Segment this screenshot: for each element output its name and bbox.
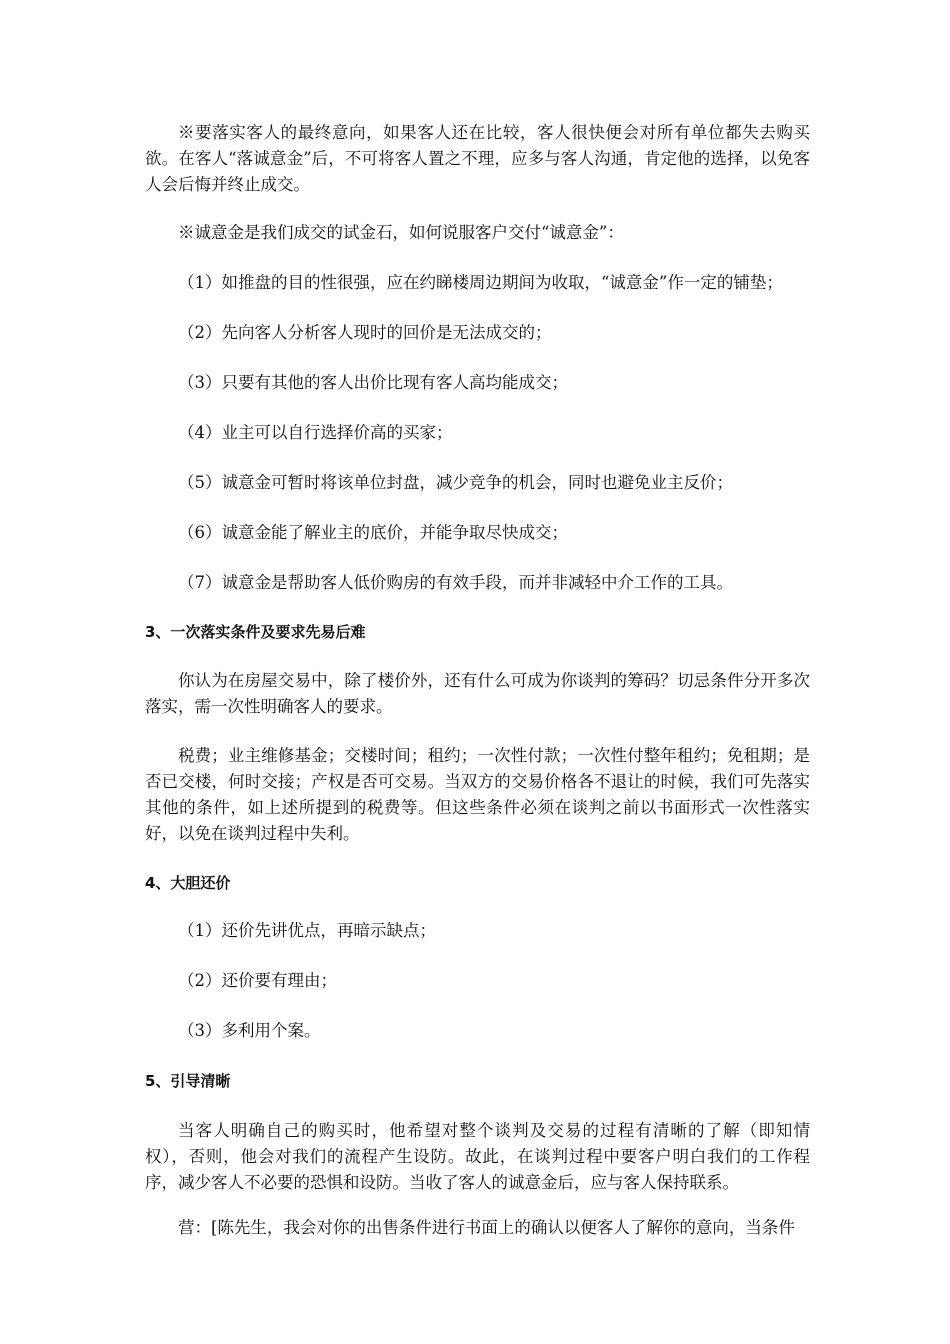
list-item: （7）诚意金是帮助客人低价购房的有效手段，而并非减轻中介工作的工具。 [178, 573, 733, 592]
section-heading-3: 3、一次落实条件及要求先易后难 [145, 623, 366, 641]
section-heading-5: 5、引导清晰 [145, 1072, 231, 1090]
list-item: （6）诚意金能了解业主的底价，并能争取尽快成交； [178, 523, 568, 542]
list-item: （1）还价先讲优点，再暗示缺点； [178, 921, 436, 940]
section-heading-4: 4、大胆还价 [145, 874, 231, 892]
list-item: （2）先向客人分析客人现时的回价是无法成交的； [178, 323, 552, 342]
paragraph-deposit-intro: ※诚意金是我们成交的试金石，如何说服客户交付“诚意金”： [178, 223, 624, 242]
paragraph-confirm-intent: ※要落实客人的最终意向，如果客人还在比较，客人很快便会对所有单位都失去购买欲。在客人“落诚意金”后，不可将客人置之不理，应多与客人沟通，肯定他的选择，以免客人会后悔并终止成交。 [145, 123, 810, 194]
list-item: （3）多利用个案。 [178, 1021, 321, 1040]
list-item: （4）业主可以自行选择价高的买家； [178, 423, 453, 442]
paragraph-bargaining-chips: 你认为在房屋交易中，除了楼价外，还有什么可成为你谈判的筹码？切忌条件分开多次落实，需一次性明确客人的要求。 [145, 671, 810, 716]
list-item: （1）如推盘的目的性很强，应在约睇楼周边期间为收取，“诚意金”作一定的铺垫； [178, 273, 783, 292]
list-item: （3）只要有其他的客人出价比现有客人高均能成交； [178, 373, 568, 392]
list-item: （2）还价要有理由； [178, 971, 337, 990]
paragraph-sales-script: 营：[陈先生，我会对你的出售条件进行书面上的确认以便客人了解你的意向，当条件 [178, 1218, 795, 1237]
paragraph-clear-guidance: 当客人明确自己的购买时，他希望对整个谈判及交易的过程有清晰的了解（即知情权），否则，他会对我们的流程产生设防。故此，在谈判过程中要客户明白我们的工作程序，减少客人不必要的恐惧和设防。当收了客人的诚意金后，应与客人保持联系。 [145, 1121, 810, 1192]
list-item: （5）诚意金可暂时将该单位封盘，减少竞争的机会，同时也避免业主反价； [178, 473, 733, 492]
paragraph-conditions-list: 税费；业主维修基金；交楼时间；租约；一次性付款；一次性付整年租约；免租期；是否已交楼，何时交接；产权是否可交易。当双方的交易价格各不退让的时候，我们可先落实其他的条件，如上述所提到的税费等。但这些条件必须在谈判之前以书面形式一次性落实好，以免在谈判过程中失利。 [145, 746, 810, 843]
